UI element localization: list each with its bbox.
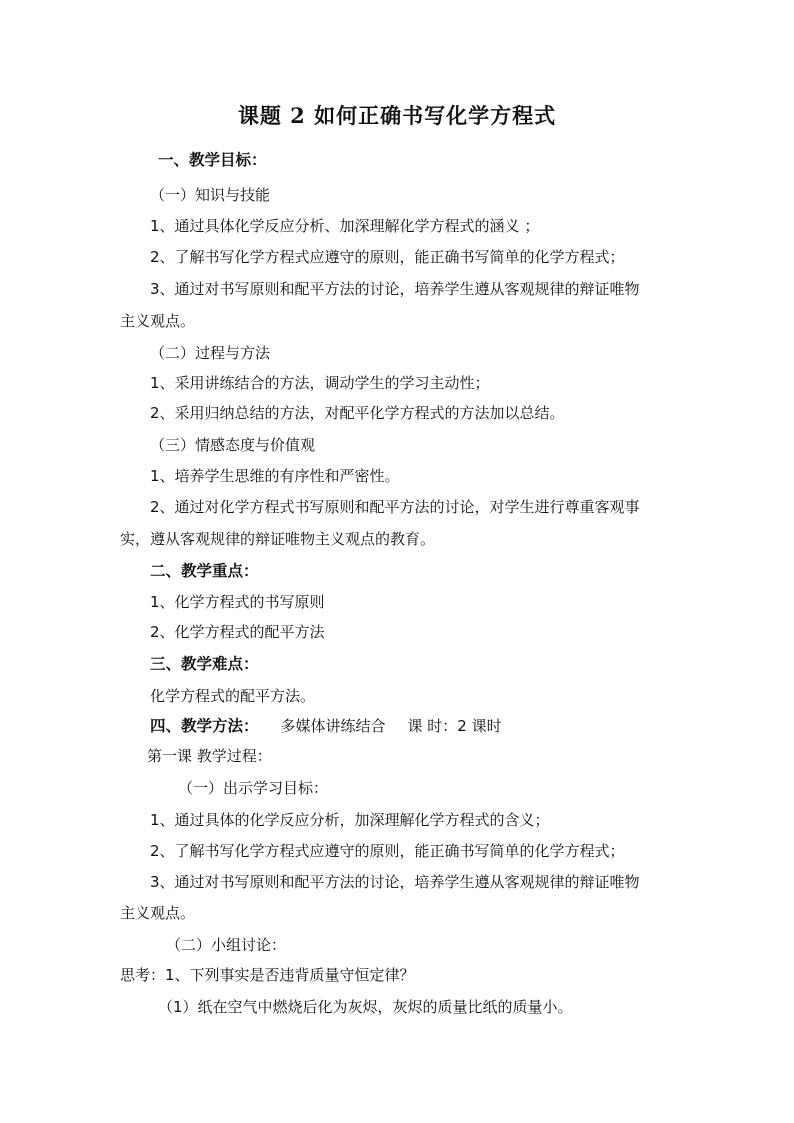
objective-item-continued: 主义观点。: [120, 312, 196, 330]
subheading-learning-goals: （一）出示学习目标：: [178, 779, 329, 797]
objective-item-continued: 实，遵从客观规律的辩证唯物主义观点的教育。: [120, 530, 436, 548]
objective-item: 2、了解书写化学方程式应遵守的原则，能正确书写简单的化学方程式；: [150, 248, 625, 266]
section-heading-objectives: 一、教学目标：: [158, 150, 267, 169]
discussion-question: 思考：1、下列事实是否违背质量守恒定律？: [120, 966, 415, 984]
subheading-process-methods: （二）过程与方法: [150, 344, 271, 362]
document-title: 课题 2 如何正确书写化学方程式: [237, 103, 557, 128]
objective-item: 2、采用归纳总结的方法，对配平化学方程式的方法加以总结。: [150, 404, 565, 422]
objective-item: 1、采用讲练结合的方法，调动学生的学习主动性；: [150, 374, 490, 392]
discussion-item: （1）纸在空气中燃烧后化为灰烬，灰烬的质量比纸的质量小。: [158, 998, 573, 1016]
class-hours: 课 时：2 课时: [407, 717, 502, 735]
difficulty-item: 化学方程式的配平方法。: [150, 687, 316, 705]
subheading-knowledge-skills: （一）知识与技能: [150, 186, 271, 204]
subheading-group-discussion: （二）小组讨论：: [166, 936, 287, 954]
objective-item: 3、通过对书写原则和配平方法的讨论，培养学生遵从客观规律的辩证唯物: [150, 280, 640, 298]
section-heading-difficulties: 三、教学难点：: [150, 654, 259, 673]
goal-item: 2、了解书写化学方程式应遵守的原则，能正确书写简单的化学方程式；: [150, 842, 625, 860]
goal-item: 1、通过具体的化学反应分析，加深理解化学方程式的含义；: [150, 811, 550, 829]
objective-item: 1、通过具体化学反应分析、加深理解化学方程式的涵义 ；: [150, 217, 540, 235]
key-point-item: 1、化学方程式的书写原则: [150, 593, 325, 611]
teaching-method-line: [150, 716, 502, 736]
section-heading-methods: 四、教学方法：: [150, 716, 259, 735]
teaching-method-value: 多媒体讲练结合: [280, 717, 386, 735]
lesson-title: 第一课 教学过程：: [147, 747, 272, 765]
key-point-item: 2、化学方程式的配平方法: [150, 623, 325, 641]
goal-item-continued: 主义观点。: [120, 904, 196, 922]
objective-item: 1、培养学生思维的有序性和严密性。: [150, 467, 400, 485]
section-heading-key-points: 二、教学重点：: [150, 561, 259, 580]
subheading-attitudes-values: （三）情感态度与价值观: [150, 436, 316, 454]
objective-item: 2、通过对化学方程式书写原则和配平方法的讨论，对学生进行尊重客观事: [150, 498, 640, 516]
goal-item: 3、通过对书写原则和配平方法的讨论，培养学生遵从客观规律的辩证唯物: [150, 873, 640, 891]
